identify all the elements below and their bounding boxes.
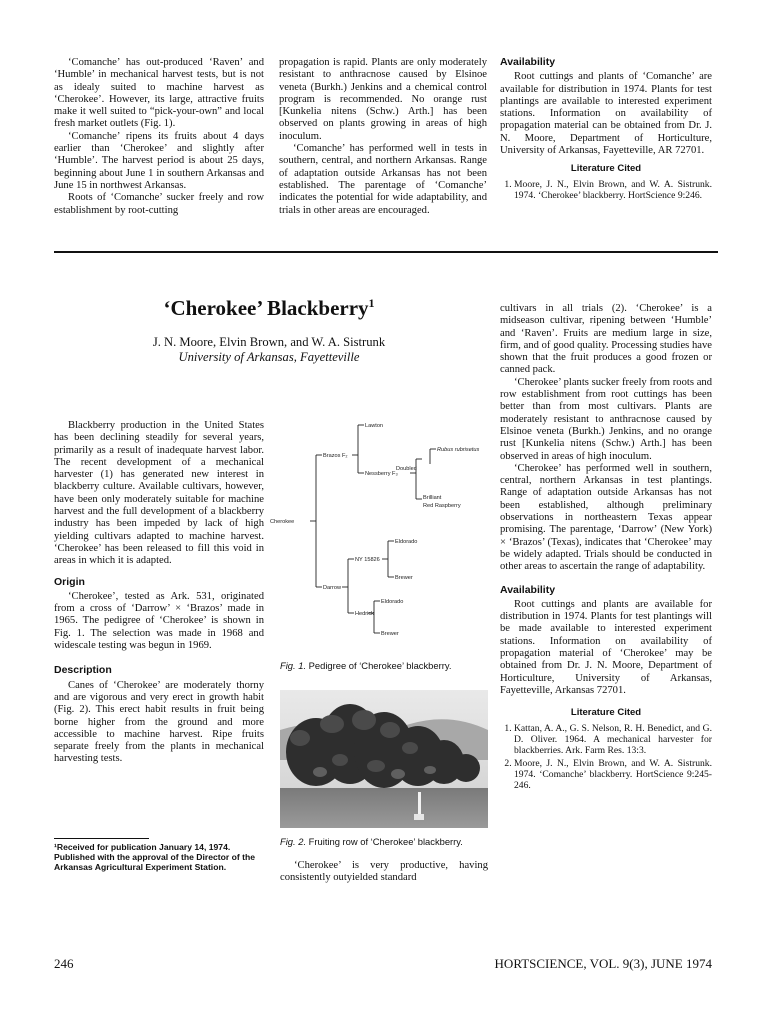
middle-column-continuation	[280, 860, 488, 885]
top-reference-list	[500, 179, 712, 201]
footnote: ¹Received for publication January 14, 1974. Published with the approval of the Director of the Arkansas Agricultural Experiment Station.	[54, 842, 256, 872]
top-col1-paragraph: ‘Comanche’ has out-produced ‘Raven’ and ‘Humble’ in mechanical harvest tests, but is not as idealy suited to machine harvest as ‘Cherokee’. However, its large, attractive fruits make it well suited to “pick-your-own” and local fresh market outlets (Fig. 1).	[54, 57, 264, 130]
top-reference-item: 1. Moore, J. N., Elvin Brown, and W. A. Sistrunk. 1974. ‘Cherokee’ blackberry. HortScience 9:246.	[514, 179, 712, 201]
right-paragraph: ‘Cherokee’ plants sucker freely from roots and row establishment from root cuttings has been better than from most cultivars. Plants are moderately resistant to anthracnose caused by Elsinoe veneta (Burkh.) Jenkins, and no orange rust [Kunkelia nitens (Schw.) Arth.] has been observed in areas of high inoculum.	[500, 376, 712, 462]
fruiting-row-photo	[280, 690, 488, 828]
right-paragraph: ‘Cherokee’ has performed well in southern, central, northern Arkansas in test plantings. Range of adaptation outside Arkansas has not been established, although preliminary observations in northeastern Texas appear promising. The parentage, ‘Darrow’ (New York) × ‘Brazos’ (Texas), indicates that ‘Cherokee’ may be widely adapted. Trials should be conducted in other areas to ascertain the range of adaptability.	[500, 462, 712, 573]
article-authors: J. N. Moore, Elvin Brown, and W. A. Sistrunk	[152, 335, 386, 349]
journal-footer: HORTSCIENCE, VOL. 9(3), JUNE 1974	[494, 956, 712, 971]
pedigree-figure	[270, 415, 492, 645]
top-availability-heading: Availability	[500, 56, 556, 68]
page-number: 246	[54, 956, 74, 971]
middle-paragraph: ‘Cherokee’ is very productive, having consistently outyielded standard	[280, 860, 488, 884]
top-column-3	[500, 56, 712, 203]
article-header	[54, 296, 484, 365]
reference-item: 2. Moore, J. N., Elvin Brown, and W. A. Sistrunk. 1974. ‘Comanche’ blackberry. HortScience 9:245-246.	[514, 758, 712, 791]
article-left-column	[54, 420, 264, 766]
top-column-2	[279, 57, 487, 217]
article-right-column	[500, 303, 712, 793]
node-brewer: Brewer	[395, 575, 413, 581]
node-brewer: Brewer	[381, 631, 399, 637]
article-affiliation: University of Arkansas, Fayetteville	[178, 350, 360, 364]
node-hedrick: Hedrick	[355, 611, 374, 617]
node-doubled: Doubled	[396, 466, 417, 472]
section-divider	[54, 251, 718, 253]
node-eldorado: Eldorado	[395, 539, 418, 545]
description-heading: Description	[54, 664, 112, 677]
intro-paragraph: Blackberry production in the United States has been declining steadily for several years, primarily as a result of inadequate harvest labor. The recent development of a mechanical harvester (1) has generated new interest in blackberry culture. Available cultivars, however, have been only moderately suitable for machine harvest and the full development of a blackberry industry has been impeded by lack of high yielding cultivars adapted to machine harvest. ‘Cherokee’ has been released to fill this void in areas in which it is adapted.	[54, 420, 264, 567]
article-title	[54, 296, 484, 321]
reference-item: 1. Kattan, A. A., G. S. Nelson, R. H. Benedict, and G. D. Oliver. 1964. A mechanical harvester for blackberries. Ark. Farm Res. 13:3.	[514, 723, 712, 756]
availability-heading: Availability	[500, 583, 556, 596]
figure2-caption	[280, 836, 495, 847]
node-ny15826: NY 15826	[355, 557, 380, 563]
top-availability-text: Root cuttings and plants of ‘Comanche’ are available for distribution in 1974. Plants for test plantings are available to interested experiment stations. Information on availability of propagation material can be obtained from Dr. J. N. Moore, Department of Horticulture, University of Arkansas, Fayetteville, AR 72701.	[500, 71, 712, 157]
figure2-caption-label: Fig. 2.	[280, 836, 307, 847]
node-darrow: Darrow	[323, 585, 342, 591]
footnote-rule	[54, 838, 149, 839]
description-paragraph: Canes of ‘Cherokee’ are moderately thorny and are vigorous and very erect in growth habit (Fig. 2). This erect habit results in fruit being borne higher from the ground and more accessible to machine harvest. Ripe fruits separate freely from the plants in mechanical harvesting tests.	[54, 679, 264, 765]
node-brilliant: Brilliant	[423, 495, 442, 501]
node-red-raspberry: Red Raspberry	[423, 503, 461, 509]
origin-paragraph: ‘Cherokee’, tested as Ark. 531, originated from a cross of ‘Darrow’ × ‘Brazos’ made in 1965. The pedigree of ‘Cherokee’ is shown in Fig. 1. The selection was made in 1968 and widescale testing was begun in 1969.	[54, 590, 264, 652]
top-col2-paragraph: propagation is rapid. Plants are only moderately resistant to anthracnose caused by Elsinoe veneta (Burkh.) Jenkins and a chemical control program is recommended. No orange rust [Kunkelia nitens (Schw.) Arth.] has been observed on plants growing in areas of high inoculum.	[279, 57, 487, 142]
right-paragraph: cultivars in all trials (2). ‘Cherokee’ is a midseason cultivar, ripening between ‘Humble’ and ‘Raven’. Fruits are medium large in size, firm, and of good quality. Processing studies have shown that the fruit produces a good frozen or canned pack.	[500, 303, 712, 376]
figure1-caption	[280, 660, 490, 671]
top-col2-paragraph: ‘Comanche’ has performed well in tests in southern, central, and northern Arkansas. Range of adaptation outside Arkansas has not been established. The parentage of ‘Comanche’ indicates the potential for wide adaptability, and trials in other areas are encouraged.	[279, 143, 487, 216]
top-col1-paragraph: ‘Comanche’ ripens its fruits about 4 days earlier than ‘Cherokee’ and slightly after ‘Humble’. The harvest period is about 25 days, beginning about June 1 in southern Arkansas and June 15 in northwest Arkansas.	[54, 130, 264, 191]
origin-heading: Origin	[54, 575, 85, 588]
top-col1-paragraph: Roots of ‘Comanche’ sucker freely and row establishment by root-cutting	[54, 192, 264, 216]
node-cherokee: Cherokee	[270, 519, 295, 525]
node-lawton: Lawton	[365, 423, 384, 429]
figure2-caption-text: Fruiting row of ‘Cherokee’ blackberry.	[308, 836, 463, 847]
figure1-caption-text: Pedigree of ‘Cherokee’ blackberry.	[308, 660, 452, 671]
top-literature-heading: Literature Cited	[570, 163, 642, 175]
node-eldorado: Eldorado	[381, 599, 404, 605]
node-rubus: Rubus rubrisetus	[437, 447, 480, 453]
reference-list	[500, 723, 712, 791]
title-footnote-mark: 1	[368, 296, 375, 310]
availability-paragraph: Root cuttings and plants are available for distribution in 1974. Plants for test plantings will be made available to interested experiment stations. Information on availability of propagation material of ‘Cherokee’ may be obtained from Dr. J. N. Moore, Department of Horticulture, University of Arkansas, Fayetteville, Arkansas 72701.	[500, 598, 712, 696]
node-nessberry: Nessberry F₃	[365, 471, 398, 477]
article-title-text: ‘Cherokee’ Blackberry	[163, 296, 369, 320]
top-column-1	[54, 57, 264, 217]
literature-cited-heading: Literature Cited	[570, 707, 642, 719]
node-brazos: Brazos F₂	[323, 453, 348, 459]
figure1-caption-label: Fig. 1.	[280, 660, 307, 671]
